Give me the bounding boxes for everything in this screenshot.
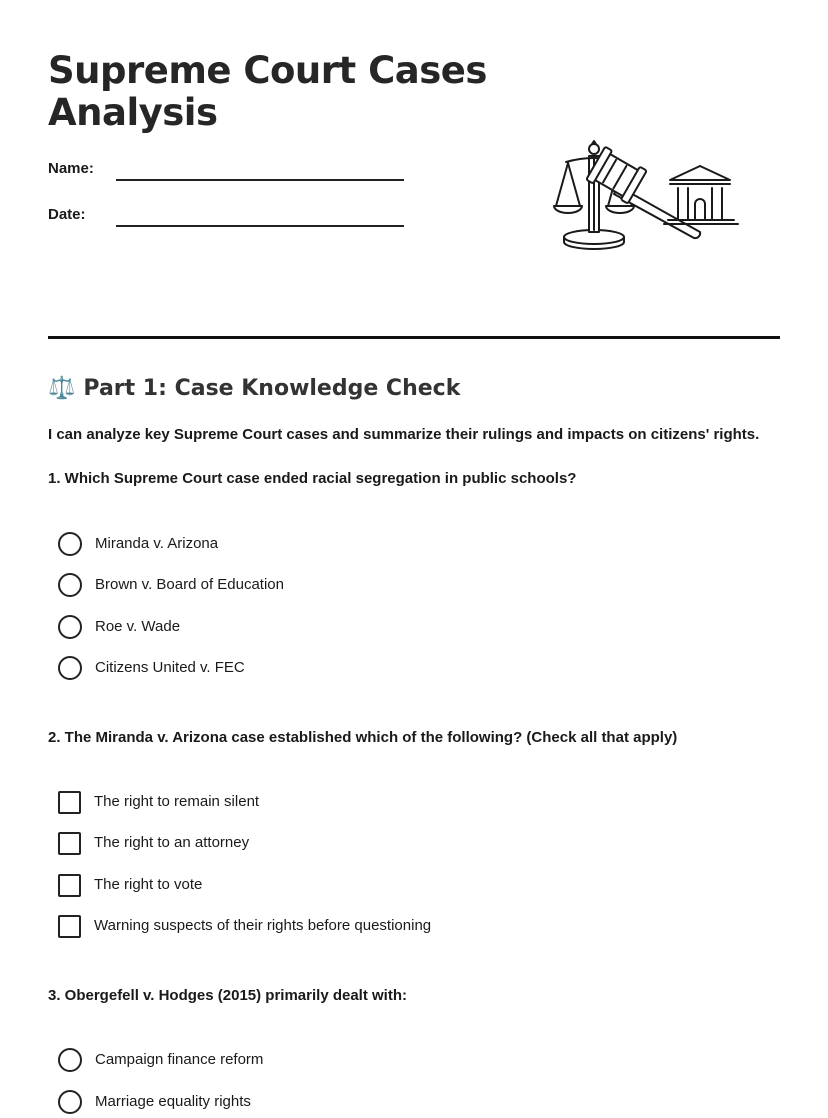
option-label: Warning suspects of their rights before questioning	[94, 917, 432, 934]
checkbox[interactable]	[58, 915, 81, 938]
radio-button[interactable]	[58, 532, 82, 556]
option-label: Brown v. Board of Education	[95, 576, 284, 593]
option-label: Citizens United v. FEC	[95, 659, 245, 676]
name-label: Name:	[48, 160, 94, 177]
radio-button[interactable]	[58, 1090, 82, 1114]
page-title	[48, 50, 487, 134]
q2-option-1[interactable]	[58, 789, 259, 815]
option-label: Miranda v. Arizona	[95, 535, 219, 552]
option-label: Marriage equality rights	[95, 1093, 251, 1110]
name-field[interactable]	[48, 159, 408, 189]
checkbox[interactable]	[58, 832, 81, 855]
title-line-2: Analysis	[48, 91, 218, 134]
checkbox[interactable]	[58, 874, 81, 897]
date-label: Date:	[48, 206, 86, 223]
radio-button[interactable]	[58, 615, 82, 639]
option-label: The right to vote	[94, 876, 203, 893]
question-3: 3. Obergefell v. Hodges (2015) primarily dealt with:	[48, 987, 407, 1004]
q2-option-3[interactable]	[58, 872, 202, 898]
option-label: The right to an attorney	[94, 834, 250, 851]
q3-option-2[interactable]	[58, 1089, 251, 1115]
q2-option-2[interactable]	[58, 830, 249, 856]
question-2: 2. The Miranda v. Arizona case established which of the following? (Check all that apply)	[48, 729, 678, 746]
learning-objective: I can analyze key Supreme Court cases and summarize their rulings and impacts on citizens' rights.	[48, 426, 760, 443]
header-divider	[48, 336, 780, 339]
radio-button[interactable]	[58, 656, 82, 680]
date-underline[interactable]	[116, 225, 404, 227]
title-line-1: Supreme Court Cases	[48, 49, 487, 92]
q1-option-3[interactable]	[58, 614, 180, 640]
scales-icon: ⚖️	[48, 376, 76, 401]
q1-option-1[interactable]	[58, 531, 218, 557]
q2-option-4[interactable]	[58, 913, 431, 939]
option-label: Campaign finance reform	[95, 1051, 264, 1068]
date-field[interactable]	[48, 205, 408, 235]
question-1: 1. Which Supreme Court case ended racial segregation in public schools?	[48, 470, 577, 487]
option-label: Roe v. Wade	[95, 618, 181, 635]
part-1-heading	[48, 374, 460, 404]
part-1-heading-text: Part 1: Case Knowledge Check	[83, 376, 461, 401]
radio-button[interactable]	[58, 1048, 82, 1072]
justice-scales-gavel-courthouse-icon	[552, 136, 742, 252]
checkbox[interactable]	[58, 791, 81, 814]
option-label: The right to remain silent	[94, 793, 260, 810]
name-underline[interactable]	[116, 179, 404, 181]
q1-option-2[interactable]	[58, 572, 284, 598]
q3-option-1[interactable]	[58, 1047, 263, 1073]
radio-button[interactable]	[58, 573, 82, 597]
q1-option-4[interactable]	[58, 655, 245, 681]
